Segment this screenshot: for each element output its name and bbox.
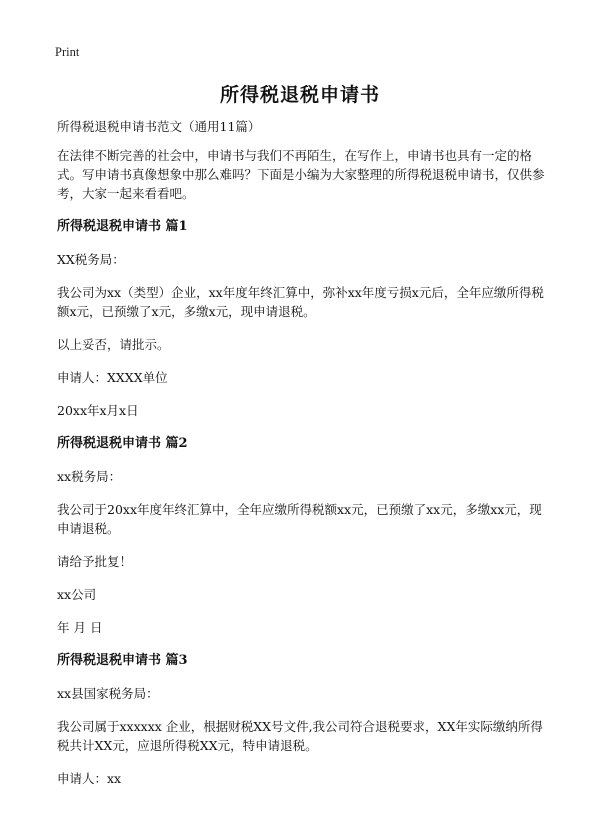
section-heading-1: 所得税退税申请书 篇1 [57,219,188,234]
section-2-closing: 请给予批复！ [57,554,133,569]
print-link[interactable]: Print [55,45,80,59]
section-2-body: 我公司于20xx年度年终汇算中，全年应缴所得税额xx元，已预缴了xx元，多缴xx元，现申请退税。 [57,502,542,536]
section-2-applicant: xx公司 [57,587,97,602]
document-subtitle: 所得税退税申请书范文（通用11篇） [57,119,261,134]
section-heading-2: 所得税退税申请书 篇2 [57,436,188,451]
section-3-addressee: xx县国家税务局： [57,686,159,701]
section-2-addressee: xx税务局： [57,469,122,484]
section-heading-3: 所得税退税申请书 篇3 [57,653,188,668]
document-title: 所得税退税申请书 [219,84,380,106]
section-3-body: 我公司属于xxxxxx 企业，根据财税XX号文件,我公司符合退税要求，XX年实际缴纳所得税共计XX元，应退所得税XX元，特申请退税。 [57,719,543,753]
document-body [57,117,547,802]
section-1-closing: 以上妥否，请批示。 [57,337,170,352]
section-1-addressee: XX税务局： [57,252,125,267]
section-1-date: 20xx年x月x日 [57,403,139,418]
section-1-applicant: 申请人：XXXX单位 [57,370,168,385]
section-2-date: 年 月 日 [57,620,103,635]
section-3-applicant: 申请人：xx [57,771,122,786]
intro-paragraph: 在法律不断完善的社会中，申请书与我们不再陌生，在写作上，申请书也具有一定的格式。写申请书真像想象中那么难吗？下面是小编为大家整理的所得税退税申请书，仅供参考，大家一起来看看吧。 [57,148,545,201]
section-1-body: 我公司为xx（类型）企业，xx年度年终汇算中，弥补xx年度亏损x元后，全年应缴所得税额x元，已预缴了x元，多缴x元，现申请退税。 [57,285,544,319]
